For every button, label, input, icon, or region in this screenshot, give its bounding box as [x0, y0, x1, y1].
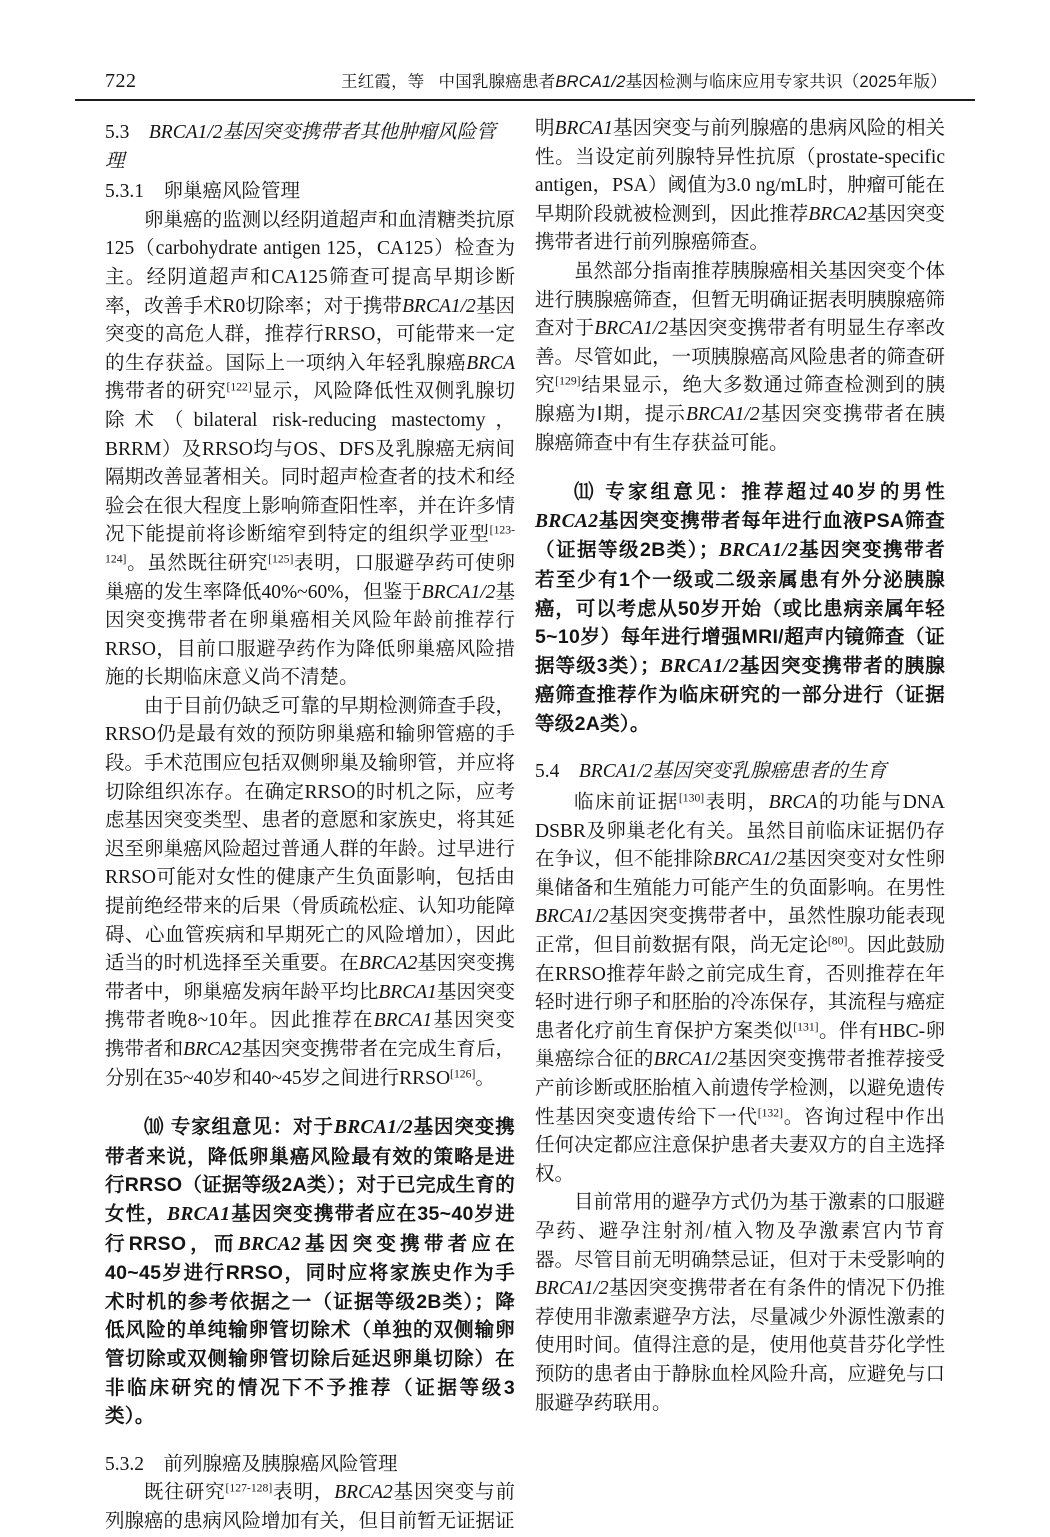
gene-name: BRCA1/2	[659, 655, 740, 677]
reference-superscript: [125]	[268, 552, 294, 566]
gene-name: BRCA1/2	[333, 1117, 413, 1139]
text-run: ⑾ 专家组意见：推荐超过40岁的男性	[574, 481, 945, 504]
gene-name: BRCA1/2	[685, 403, 760, 425]
text-run	[559, 761, 579, 782]
gene-name: BRCA1/2	[578, 761, 653, 783]
gene-name: BRCA1/2	[653, 1049, 728, 1071]
gene-name: BRCA1/2	[535, 1278, 609, 1300]
text-run: 5.3.1 卵巢癌风险管理	[105, 181, 301, 203]
gene-name: BRCA1	[378, 981, 437, 1003]
text-run: 基因突变携带者在有条件的情况下仍推荐使用非激素避孕方法，尽量减少外源性激素的使用时间。值得注意的是，使用他莫昔芬化学性预防的患者由于静脉血栓风险升高，应避免与口服避孕药联用。	[535, 1278, 945, 1414]
gene-name: BRCA1	[554, 118, 614, 139]
text-run: 携带者的研究	[105, 381, 227, 403]
text-run: 基因突变携带者若至少有1个一级或二级亲属患有外分泌胰腺癌，可以考虑从50岁开始（或比患病亲属年轻5~10岁）每年进行增强MRI/超声内镜筛查（证据等级3类）；	[535, 539, 945, 677]
text-run: 基因突变携带者的胰腺癌筛查推荐作为临床研究的一部分进行（证据等级2A类）。	[535, 654, 945, 735]
text-run: 。咨询过程中作出任何决定都应注意保护患者夫妻双方的自主选择权。	[535, 1106, 945, 1185]
text-run: 。	[475, 1067, 495, 1089]
gene-name: BRCA2	[334, 1482, 393, 1504]
running-head-title	[439, 73, 948, 91]
left-column	[105, 115, 515, 1537]
text-run: 。因此鼓励在RRSO推荐年龄之前完成生育，否则推荐在年轻时进行卵子和胚胎的冷冻保存，其流程与癌症患者化疗前生育保护方案类似	[535, 935, 945, 1042]
text-run: 明	[535, 118, 555, 139]
text-run: 基因突变携带者在胰腺癌筛查中有生存获益可能。	[535, 403, 945, 454]
gene-name: BRCA	[466, 352, 515, 374]
paragraph-prostate-continued	[535, 115, 945, 258]
text-run: 目前常用的避孕方式仍为基于激素的口服避孕药、避孕注射剂/植入物及孕激素宫内节育器。尽管目前无明确禁忌证，但对于未受影响的	[535, 1192, 945, 1271]
paragraph-pancreatic-screening	[535, 258, 945, 458]
text-run: 基因突变携带者在完成生育后，分别在35~40岁和40~45岁之间进行RRSO	[105, 1039, 515, 1089]
gene-name: BRCA1/2	[148, 122, 223, 143]
gene-name: BRCA2	[183, 1039, 242, 1060]
text-run: 基因突变携带者应在35~40岁进行RRSO，而	[105, 1202, 515, 1255]
text-run: 中国乳腺癌患者	[438, 73, 556, 91]
heading-5-3-2	[105, 1451, 515, 1480]
reference-superscript: [123-124]	[105, 523, 515, 566]
text-run: 基因突变携带者晚8~10年。因此推荐在	[105, 981, 515, 1032]
reference-superscript: [127-128]	[225, 1481, 273, 1495]
reference-superscript: [132]	[757, 1106, 784, 1120]
gene-name: BRCA1/2	[713, 849, 787, 871]
gene-name: BRCA1/2	[402, 295, 476, 317]
paragraph-ovarian-surveillance	[105, 207, 515, 693]
gene-name: BRCA1	[373, 1010, 433, 1032]
text-run: 临床前证据	[574, 792, 679, 814]
text-run: 基因突变携带者进行前列腺癌筛查。	[535, 203, 945, 254]
text-run: 基因突变与前列腺癌的患病风险增加有关，但目前暂无证据证	[105, 1482, 515, 1532]
text-run: 基因突变与前列腺癌的患病风险的相关性。当设定前列腺特异性抗原（prostate-specific antigen，PSA）阈值为3.0 ng/mL时，肿瘤可能在早期阶段就被检测到，因此推荐	[535, 118, 945, 225]
heading-5-3-1	[105, 178, 515, 207]
two-column-layout	[75, 101, 975, 1537]
paragraph-rrso-timing	[105, 693, 515, 1093]
text-run: 基因突变的高危人群，推荐行RRSO，可能带来一定的生存获益。国际上一项纳入年轻乳腺癌	[105, 295, 515, 374]
gene-name: BRCA1/2	[535, 906, 609, 928]
text-run: 基因突变携带者每年进行血液PSA筛查（证据等级2B类）；	[535, 509, 945, 562]
heading-5-3	[105, 119, 515, 176]
text-run: 基因突变携带者中，卵巢癌发病年龄平均比	[105, 953, 515, 1003]
running-head-authors: 王红霞，等	[341, 73, 425, 91]
text-run: 基因检测与临床应用专家共识（2025年版）	[625, 73, 947, 91]
gene-name: BRCA2	[535, 510, 599, 532]
text-run: 基因突变携带者有明显生存率改善。尽管如此，一项胰腺癌高风险患者的筛查研究	[535, 318, 945, 397]
text-run: 基因突变携带者和	[105, 1010, 515, 1060]
text-run	[129, 122, 149, 143]
text-run: 虽然部分指南推荐胰腺癌相关基因突变个体进行胰腺癌筛查，但暂无明确证据表明胰腺癌筛查对于	[535, 260, 945, 340]
reference-superscript: [129]	[555, 374, 581, 388]
paragraph-fertility	[535, 789, 945, 1189]
text-run: 基因突变对女性卵巢储备和生殖能力可能产生的负面影响。在男性	[535, 849, 945, 899]
text-run: 。伴有HBC-卵巢癌综合征的	[535, 1020, 945, 1071]
gene-name: BRCA2	[808, 203, 867, 225]
text-run: 5.3.2 前列腺癌及胰腺癌风险管理	[105, 1453, 398, 1475]
text-run: ⑽ 专家组意见：对于	[144, 1116, 334, 1139]
reference-superscript: [80]	[827, 934, 848, 948]
text-run: 基因突变携带者应在40~45岁进行RRSO，同时应将家族史作为手术时机的参考依据之一（证据等级2B类）；降低风险的单纯输卵管切除术（单独的双侧输卵管切除或双侧输卵管切除后延迟卵巢切除）在非临床研究的情况下不予推荐（证据等级3类）。	[105, 1232, 515, 1428]
text-run: 表明，	[704, 792, 769, 814]
gene-name: BRCA1	[167, 1203, 231, 1225]
text-run: 的功能与DNA DSBR及卵巢老化有关。虽然目前临床证据仍存在争议，但不能排除	[535, 792, 945, 871]
text-run: 。虽然既往研究	[126, 552, 269, 574]
text-run: 基因突变携带者推荐接受产前诊断或胚胎植入前遗传学检测，以避免遗传性基因突变遗传给下一代	[535, 1049, 945, 1128]
gene-name: BRCA1/2	[594, 318, 669, 340]
text-run: 5.4	[535, 761, 560, 783]
text-run: 由于目前仍缺乏可靠的早期检测筛查手段，RRSO仍是最有效的预防卵巢癌和输卵管癌的手段。手术范围应包括双侧卵巢及输卵管，并应将切除组织冻存。在确定RRSO的时机之际，应考虑基因突变类型、患者的意愿和家族史，将其延迟至卵巢癌风险超过普通人群的年龄。过早进行RRSO可能对女性的健康产生负面影响，包括由提前绝经带来的后果（骨质疏松症、认知功能障碍、心血管疾病和早期死亡的风险增加），因此适当的时机选择至关重要。在	[105, 695, 515, 975]
text-run: 基因突变携带者在卵巢癌相关风险年龄前推荐行RRSO，目前口服避孕药作为降低卵巢癌风险措施的长期临床意义尚不清楚。	[105, 581, 515, 689]
reference-superscript: [130]	[678, 791, 705, 805]
running-head	[75, 68, 975, 101]
heading-5-4	[535, 758, 945, 787]
text-run: 既往研究	[144, 1482, 226, 1504]
gene-name: BRCA1/2	[718, 540, 798, 562]
paragraph-contraception	[535, 1189, 945, 1418]
text-run: 5.3	[105, 122, 130, 143]
gene-name: BRCA2	[358, 953, 418, 975]
gene-name: BRCA1/2	[555, 73, 626, 91]
text-run: 基因突变携带者中，虽然性腺功能表现正常，但目前数据有限，尚无定论	[535, 906, 945, 957]
text-run: 结果显示，绝大多数通过筛查检测到的胰腺癌为Ⅰ期，提示	[535, 375, 945, 425]
right-column	[535, 115, 945, 1537]
gene-name: BRCA2	[237, 1233, 302, 1255]
paragraph-prostate-start	[105, 1479, 515, 1536]
gene-name: 基因突变乳腺癌患者的生育	[652, 761, 887, 783]
reference-superscript: [122]	[226, 380, 252, 394]
page-number: 722	[105, 70, 137, 92]
expert-opinion-11	[535, 478, 945, 738]
text-run: 表明，	[272, 1482, 335, 1504]
reference-superscript: [126]	[450, 1067, 476, 1081]
expert-opinion-10	[105, 1113, 515, 1431]
text-run: 卵巢癌的监测以经阴道超声和血清糖类抗原125（carbohydrate antigen 125，CA125）检查为主。经阴道超声和CA125筛查可提高早期诊断率，改善手术R0切除率；对于携带	[105, 209, 515, 317]
running-head-text	[341, 68, 947, 92]
text-run: 显示，风险降低性双侧乳腺切除术（bilateral risk-reducing mastectomy，BRRM）及RRSO均与OS、DFS及乳腺癌无病间隔期改善显著相关。同时超声检查者的技术和经验会在很大程度上影响筛查阳性率，并在许多情况下能提前将诊断缩窄到特定的组织学亚型	[105, 381, 515, 546]
text-run: 表明，口服避孕药可使卵巢癌的发生率降低40%~60%，但鉴于	[105, 552, 515, 603]
reference-superscript: [131]	[793, 1020, 819, 1034]
gene-name: BRCA	[768, 792, 818, 814]
gene-name: BRCA1/2	[421, 581, 496, 603]
text-run: 基因突变携带者来说，降低卵巢癌风险最有效的策略是进行RRSO（证据等级2A类）；对于已完成生育的女性，	[105, 1116, 515, 1225]
gene-name: 基因突变携带者其他肿瘤风险管理	[105, 122, 496, 172]
